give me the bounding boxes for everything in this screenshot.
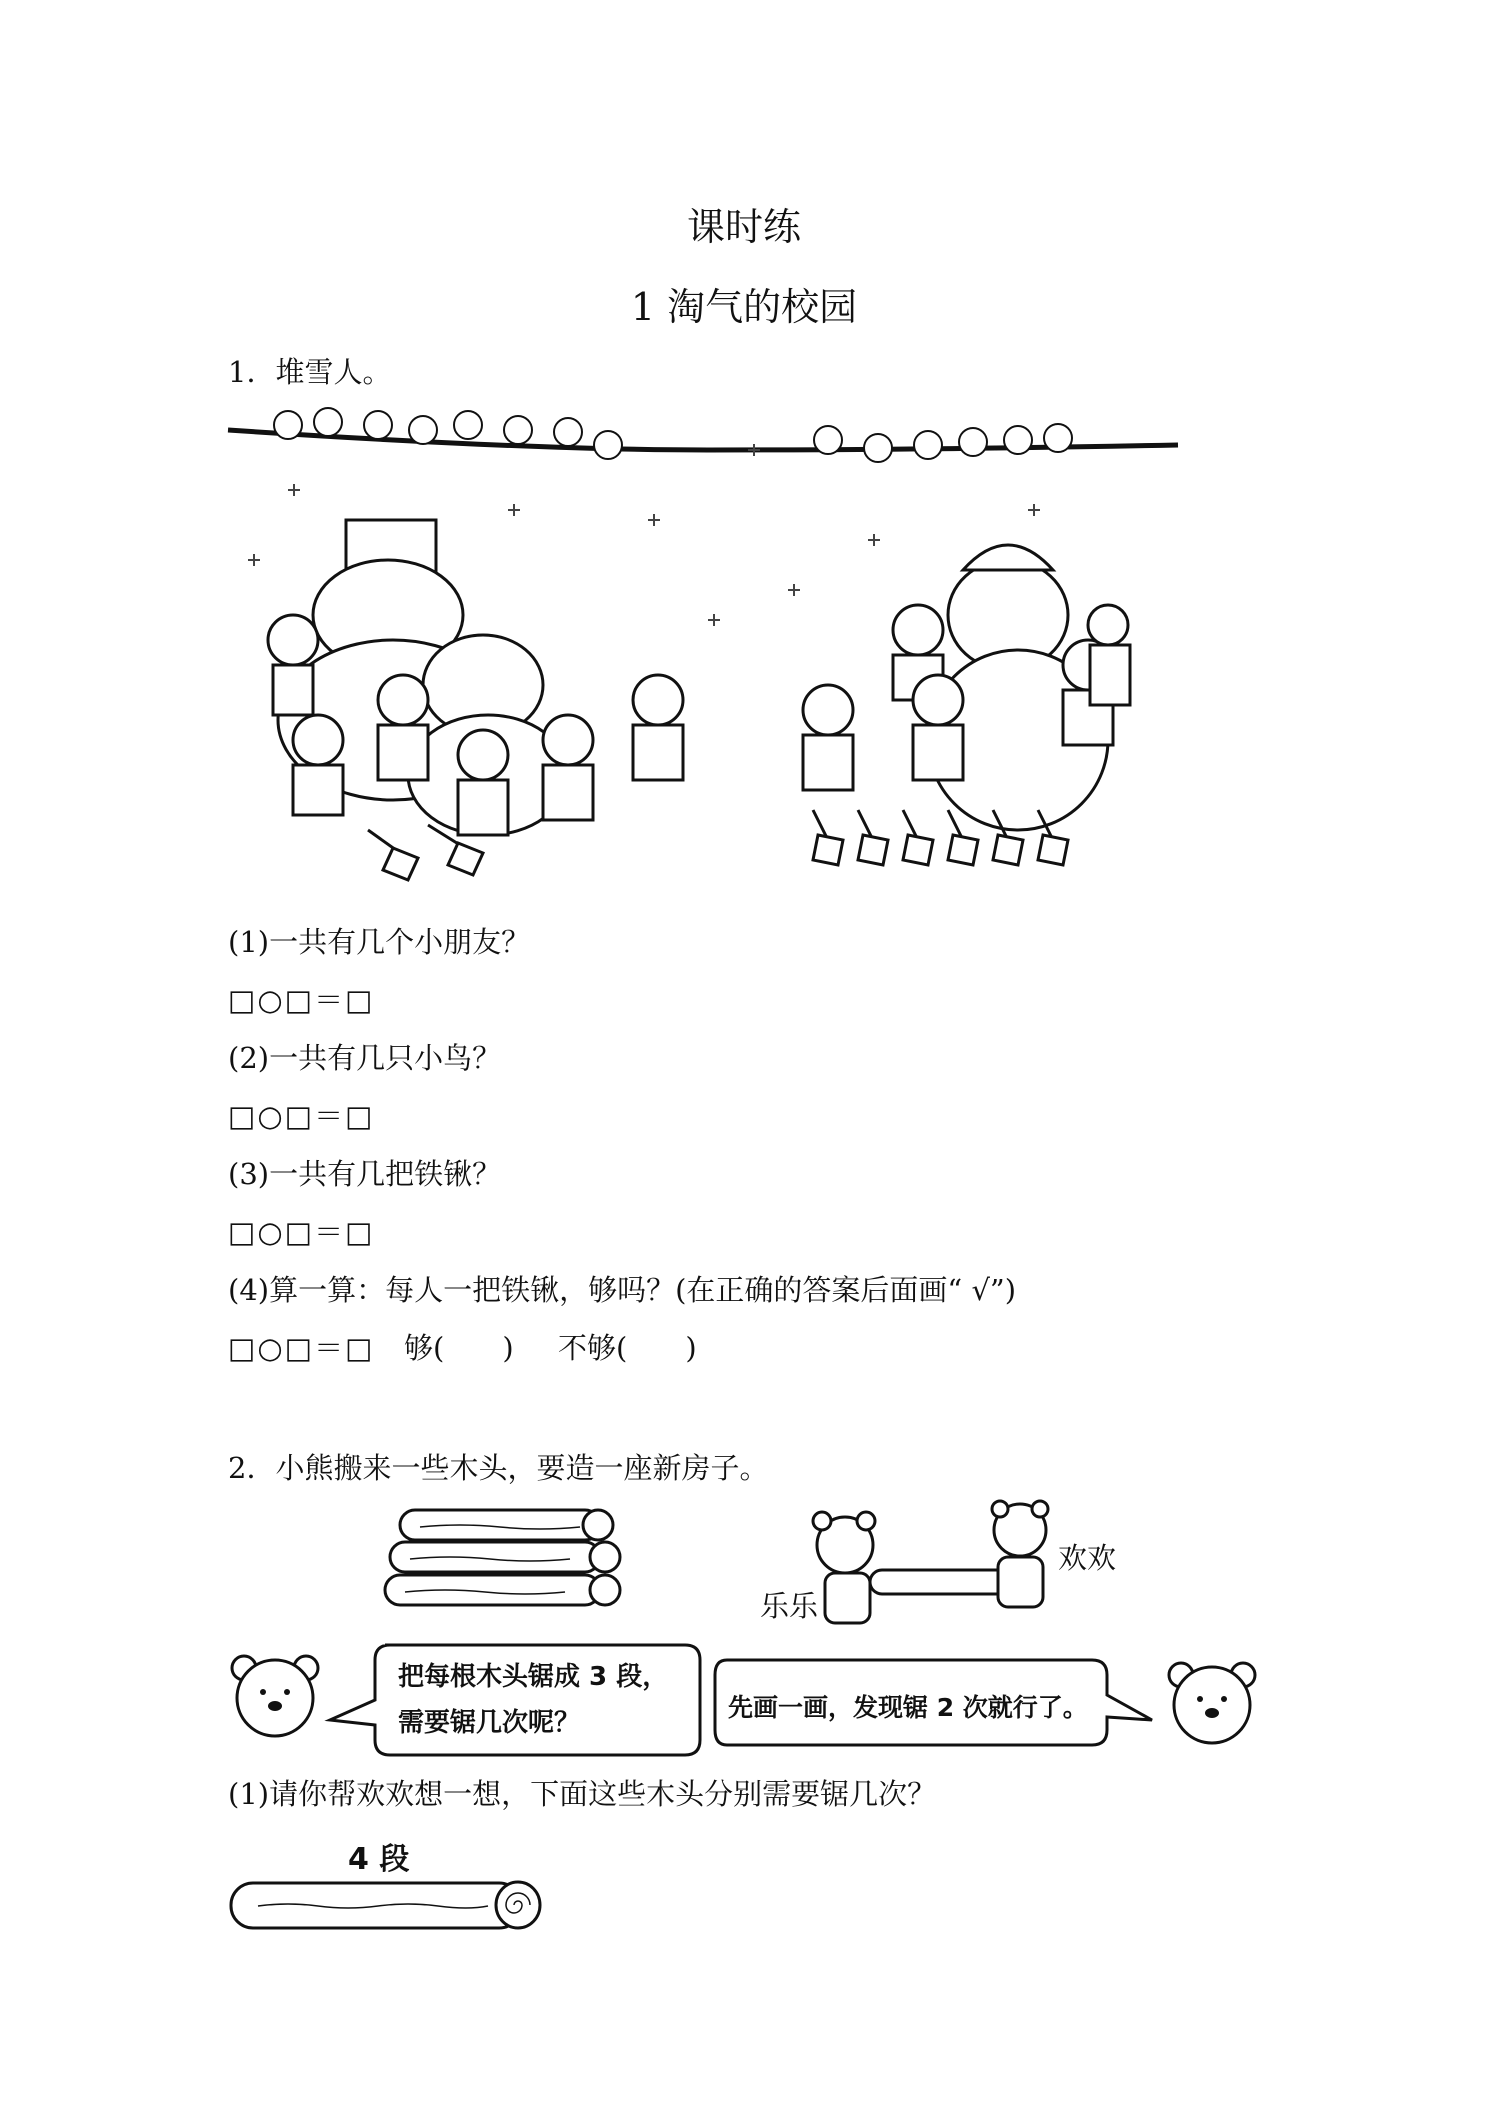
bubble-left-line1: 把每根木头锯成 3 段， <box>398 1662 669 1692</box>
q1-sub3-question: (3)一共有几把铁锹？ <box>228 1157 502 1191</box>
page-title: 课时练 <box>686 205 801 249</box>
q1-sub1-answer-line[interactable]: □○□＝□ <box>228 983 375 1017</box>
bubble-right-text: 先画一画，发现锯 2 次就行了。 <box>728 1693 1088 1722</box>
bubble-left-line2: 需要锯几次呢？ <box>398 1708 581 1738</box>
q1-sub2-answer-line[interactable]: □○□＝□ <box>228 1099 375 1133</box>
log-segment-label: 4 段 <box>348 1842 410 1877</box>
log-pile-illustration <box>380 1505 630 1615</box>
q2-sub1-question: (1)请你帮欢欢想一想，下面这些木头分别需要锯几次？ <box>228 1777 937 1811</box>
option-enough[interactable]: 够( ) <box>404 1331 514 1365</box>
lesson-title: 1 淘气的校园 <box>630 285 858 329</box>
q1-sub3-answer-line[interactable]: □○□＝□ <box>228 1215 375 1249</box>
q1-sub2-question: (2)一共有几只小鸟？ <box>228 1041 502 1075</box>
bear-name-lele: 乐乐 <box>760 1589 819 1623</box>
q1-sub4-question: (4)算一算：每人一把铁锹，够吗？(在正确的答案后面画“ √”) <box>228 1273 1017 1307</box>
q2-heading: 2．小熊搬来一些木头，要造一座新房子。 <box>228 1451 769 1485</box>
bear-name-huanhuan: 欢欢 <box>1058 1541 1117 1575</box>
bears-carrying-log-illustration <box>800 1505 1070 1655</box>
q1-sub1-question: (1)一共有几个小朋友？ <box>228 925 531 959</box>
q1-sub4-answer-line[interactable]: □○□＝□ <box>228 1331 375 1365</box>
bear-face-right <box>1165 1655 1260 1750</box>
option-not-enough[interactable]: 不够( ) <box>558 1331 697 1365</box>
bear-face-left <box>228 1648 323 1743</box>
single-log-illustration <box>228 1878 548 1938</box>
q1-heading: 1．堆雪人。 <box>228 355 392 389</box>
snowman-scene-illustration <box>228 400 1178 900</box>
